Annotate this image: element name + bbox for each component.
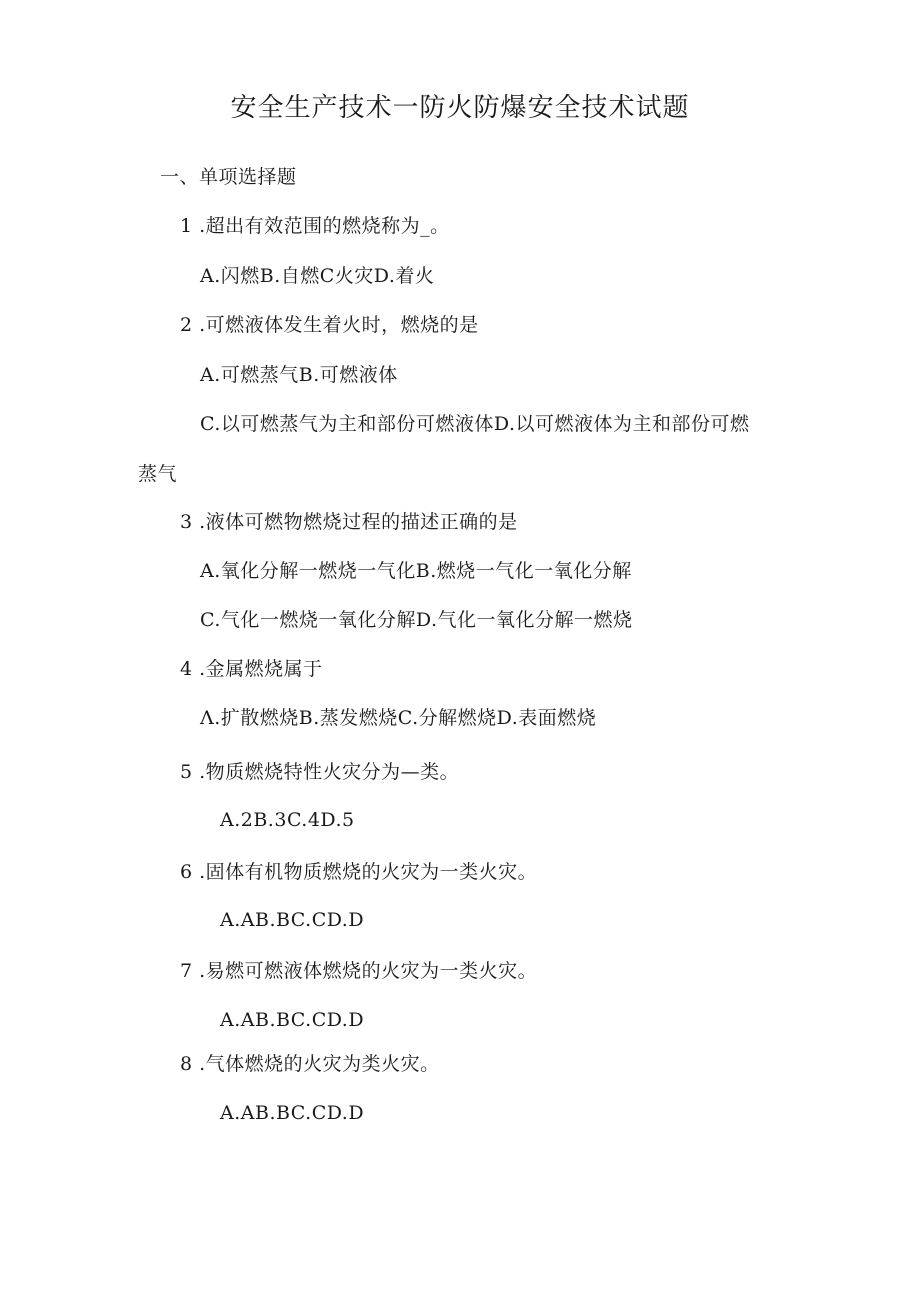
question-3-options-line-2: C.气化一燃烧一氧化分解D.气化一氧化分解一燃烧 — [200, 609, 633, 631]
question-4-stem: 4 .金属燃烧属于 — [180, 658, 323, 680]
question-2-options-line-3: 蒸气 — [138, 463, 178, 485]
question-5-stem: 5 .物质燃烧特性火灾分为—类。 — [180, 761, 460, 783]
document-title: 安全生产技术一防火防爆安全技术试题 — [230, 93, 690, 123]
question-2-options-line-1: A.可燃蒸气B.可燃液体 — [200, 364, 398, 386]
question-8-options: A.AB.BC.CD.D — [220, 1102, 365, 1124]
question-7-options: A.AB.BC.CD.D — [220, 1009, 365, 1031]
question-8-stem: 8 .气体燃烧的火灾为类火灾。 — [180, 1053, 440, 1075]
section-heading: 一、单项选择题 — [160, 166, 297, 188]
question-5-options: A.2B.3C.4D.5 — [220, 809, 355, 831]
question-6-options: A.AB.BC.CD.D — [220, 909, 365, 931]
question-2-stem: 2 .可燃液体发生着火时，燃烧的是 — [180, 314, 479, 336]
question-3-options-line-1: A.氧化分解一燃烧一气化B.燃烧一气化一氧化分解 — [200, 560, 632, 582]
question-3-stem: 3 .液体可燃物燃烧过程的描述正确的是 — [180, 511, 518, 533]
question-7-stem: 7 .易燃可燃液体燃烧的火灾为一类火灾。 — [180, 960, 538, 982]
question-6-stem: 6 .固体有机物质燃烧的火灾为一类火灾。 — [180, 861, 538, 883]
question-2-options-line-2: C.以可燃蒸气为主和部份可燃液体D.以可燃液体为主和部份可燃 — [200, 413, 750, 435]
question-1-options: A.闪燃B.自燃C火灾D.着火 — [200, 265, 435, 287]
question-1-stem: 1 .超出有效范围的燃烧称为_。 — [180, 215, 450, 237]
question-4-options: Λ.扩散燃烧B.蒸发燃烧C.分解燃烧D.表面燃烧 — [200, 707, 597, 729]
